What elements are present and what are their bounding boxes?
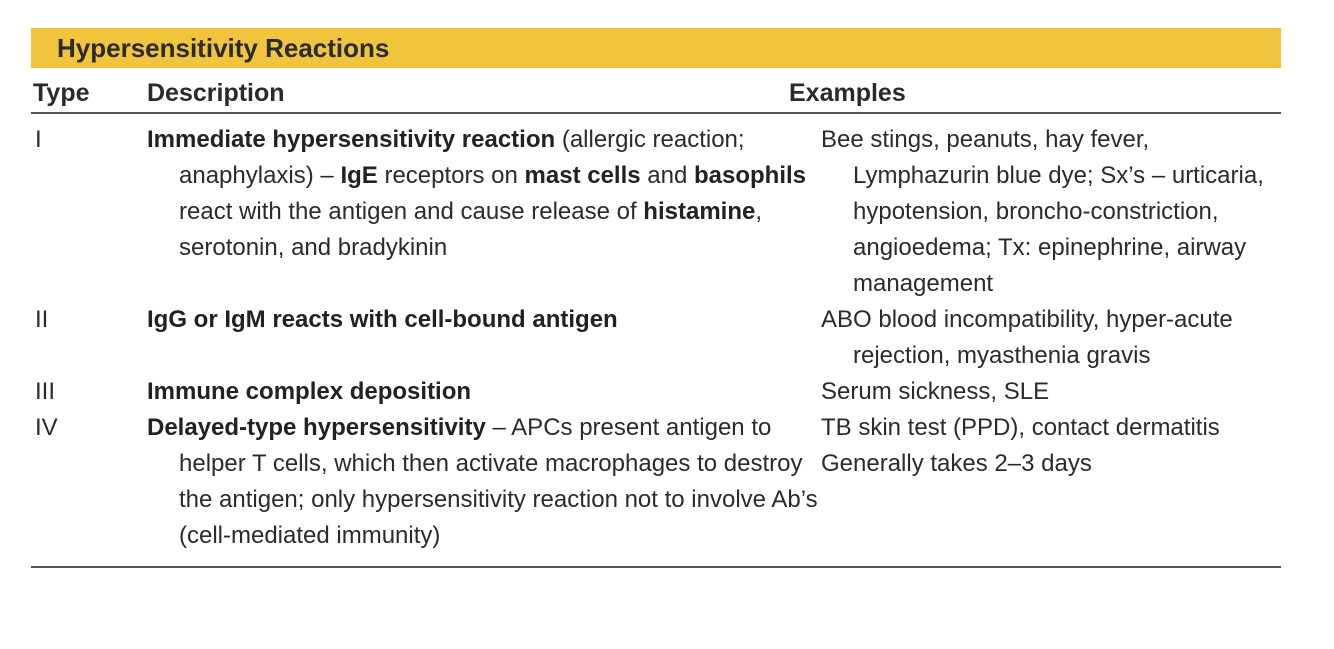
description-bold-term: IgE <box>340 162 378 189</box>
example-text: ABO blood incompatibility, hyper-acute rejection, myasthenia gravis <box>821 306 1233 369</box>
header-description: Description <box>147 79 285 107</box>
hypersensitivity-table <box>31 28 1281 568</box>
table-row <box>31 302 1281 374</box>
description-bold-term: IgG or IgM reacts with cell-bound antigen <box>147 306 618 333</box>
example-text: Bee stings, peanuts, hay fever, Lymphazurin blue dye; Sx’s – urticaria, hypotension, broncho-constriction, angioedema; Tx: epinephrine, airway management <box>821 126 1264 297</box>
row-examples <box>821 122 1281 302</box>
table-row <box>31 374 1281 410</box>
table-row <box>31 122 1281 302</box>
header-examples: Examples <box>789 79 906 107</box>
table-header <box>31 68 1281 114</box>
description-text: receptors on <box>377 162 525 189</box>
row-examples <box>821 374 1281 410</box>
description-text: , serotonin, and bradykinin <box>179 198 762 261</box>
example-text: Serum sickness, SLE <box>821 378 1050 405</box>
description-bold-term: histamine <box>643 198 756 225</box>
table-title: Hypersensitivity Reactions <box>31 28 1281 68</box>
row-examples <box>821 302 1281 374</box>
description-text: – APCs present antigen to helper T cells, which then activate macrophages to destroy the antigen; only hypersensitivity reaction not to involve Ab’s (cell-mediated immunity) <box>179 414 818 549</box>
description-text: (allergic reaction; anaphylaxis) – <box>179 126 745 189</box>
row-description <box>147 122 821 266</box>
header-type: Type <box>33 79 90 107</box>
example-text: TB skin test (PPD), contact dermatitis <box>821 414 1220 441</box>
row-description <box>147 374 821 410</box>
description-bold-term: mast cells <box>524 162 641 189</box>
description-text: react with the antigen and cause release of <box>179 198 644 225</box>
row-type: II <box>35 306 49 333</box>
description-text: and <box>640 162 694 189</box>
description-bold-term: Immune complex deposition <box>147 378 472 405</box>
table-body <box>31 114 1281 554</box>
example-text: Generally takes 2–3 days <box>821 450 1092 477</box>
row-description <box>147 410 821 554</box>
description-bold-term: basophils <box>694 162 807 189</box>
description-bold-term: Immediate hypersensitivity reaction <box>147 126 556 153</box>
table-row <box>31 410 1281 554</box>
row-type: I <box>35 126 42 153</box>
row-type: III <box>35 378 56 405</box>
description-bold-term: Delayed-type hypersensitivity <box>147 414 486 441</box>
row-description <box>147 302 821 338</box>
bottom-rule <box>31 566 1281 568</box>
row-examples <box>821 410 1281 482</box>
row-type: IV <box>35 414 58 441</box>
